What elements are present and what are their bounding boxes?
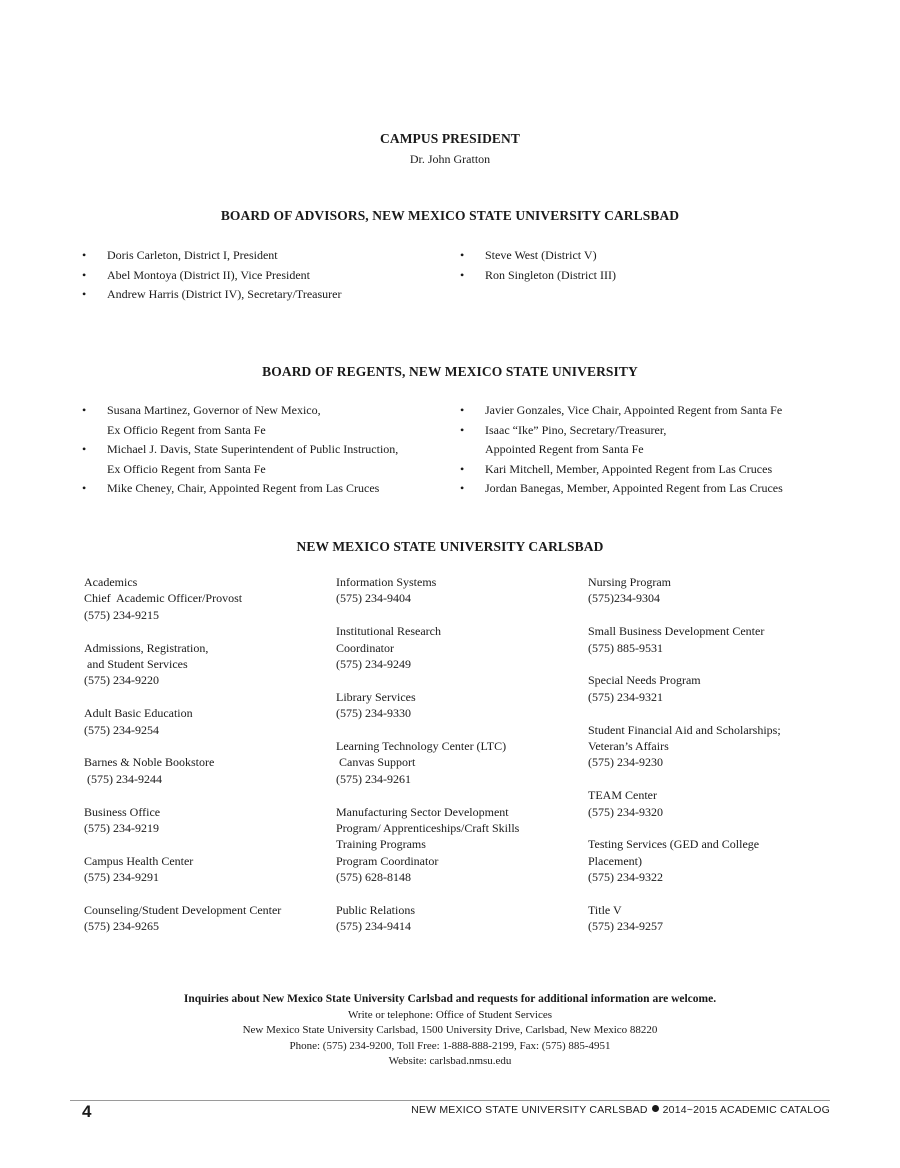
directory-entry-line: Institutional Research [336,624,441,639]
directory-entry-line: (575) 234-9291 [84,870,159,885]
directory-entry-line: Public Relations [336,903,415,918]
list-item [460,479,783,499]
directory-entry [588,574,781,607]
directory-entry-line: (575)234-9304 [588,591,660,606]
directory-entry-line: Student Financial Aid and Scholarships; [588,722,781,737]
board-of-advisors-heading: BOARD OF ADVISORS, NEW MEXICO STATE UNIVERSITY CARLSBAD [220,208,680,223]
directory-entry [336,902,519,935]
directory-entry-line: Testing Services (GED and College [588,837,760,852]
directory-entry-line: Manufacturing Sector Development [336,804,509,819]
list-item [82,440,398,479]
directory-entry-line: (575) 234-9414 [336,919,411,934]
directory-entry [84,902,281,935]
directory-entry-line: Chief Academic Officer/Provost [84,591,243,606]
directory-entry-line: (575) 234-9330 [336,706,411,721]
directory-entry-line: Title V [588,903,622,918]
directory-entry-line: Counseling/Student Development Center [84,903,282,918]
list-item-line: Ex Officio Regent from Santa Fe [107,422,266,437]
directory-entry-line: Admissions, Registration, [84,640,209,655]
footer-divider [70,1100,830,1101]
directory-entry-line: Business Office [84,804,161,819]
directory-column-2 [336,574,519,951]
list-item-line: • Susana Martinez, Governor of New Mexico, [107,403,321,417]
directory-entry-line: Veteran’s Affairs [588,739,669,754]
list-item: • Ron Singleton (District III) [460,266,616,286]
directory-entry [588,722,781,771]
directory-entry [588,836,781,885]
directory-column-1 [84,574,281,951]
directory-entry-line: (575) 234-9254 [84,722,159,737]
directory-entry [588,902,781,935]
footer-running-title [411,1104,830,1116]
list-item: • Steve West (District V) [460,246,616,266]
directory-entry-line: (575) 885-9531 [588,640,663,655]
directory-entry-line: Nursing Program [588,575,671,589]
directory-entry-line: Learning Technology Center (LTC) [336,739,507,754]
list-item: • Andrew Harris (District IV), Secretary/Treasurer [82,285,341,305]
directory-entry-line: (575) 234-9249 [336,657,411,672]
footer-institution: NEW MEXICO STATE UNIVERSITY CARLSBAD [411,1104,648,1116]
directory-entry-line: Academics [84,575,138,589]
directory-entry-line: Coordinator [336,640,394,655]
list-item-line: • Javier Gonzales, Vice Chair, Appointed Regent from Santa Fe [485,403,783,417]
list-item-line: Ex Officio Regent from Santa Fe [107,461,266,476]
directory-entry [336,574,519,607]
directory-entry [336,738,519,787]
directory-entry [336,689,519,722]
list-item-line: • Michael J. Davis, State Superintendent of Public Instruction, [107,442,399,456]
directory-column-3 [588,574,781,951]
directory-entry-line: (575) 234-9219 [84,821,159,836]
directory-entry [336,804,519,886]
directory-entry-line: Training Programs [336,837,426,852]
list-item [460,421,783,460]
directory-heading: NEW MEXICO STATE UNIVERSITY CARLSBAD [296,539,604,554]
directory-entry-line: Program/ Apprenticeships/Craft Skills [336,821,520,836]
regents-list-left [82,401,398,499]
board-of-regents-heading: BOARD OF REGENTS, NEW MEXICO STATE UNIVERSITY [262,364,638,379]
inquiries-phone: Phone: (575) 234-9200, Toll Free: 1-888-888-2199, Fax: (575) 885-4951 [289,1039,611,1052]
bullet-dot-icon [652,1105,659,1112]
directory-entry-line: (575) 234-9320 [588,804,663,819]
directory-entry-line: (575) 234-9220 [84,673,159,688]
directory-entry-line: Library Services [336,689,416,704]
list-item-line: • Isaac “Ike” Pino, Secretary/Treasurer, [485,422,667,437]
advisors-list-left [82,246,341,305]
directory-entry-line: Special Needs Program [588,673,701,688]
directory-entry-line: Canvas Support [336,755,416,770]
campus-president-heading: CAMPUS PRESIDENT [380,131,520,146]
directory-entry-line: Barnes & Noble Bookstore [84,755,215,770]
inquiries-block [0,992,900,1070]
list-item [460,460,783,480]
inquiries-website: Website: carlsbad.nmsu.edu [388,1055,512,1068]
directory-entry-line: (575) 234-9244 [84,771,162,786]
list-item-line: Appointed Regent from Santa Fe [485,442,644,456]
directory-entry-line: Program Coordinator [336,853,439,868]
campus-president-name: Dr. John Gratton [409,152,491,166]
directory-entry-line: (575) 628-8148 [336,870,411,885]
directory-entry [588,623,781,656]
regents-list-right [460,401,783,499]
advisors-list-right [460,246,616,285]
inquiries-lead: Inquiries about New Mexico State University Carlsbad and requests for additional information are welcome. [183,993,717,1005]
directory-entry [84,574,281,623]
list-item-line: • Kari Mitchell, Member, Appointed Regent from Las Cruces [485,461,773,476]
directory-entry-line: Small Business Development Center [588,624,765,639]
directory-entry [84,754,281,787]
list-item-line: • Jordan Banegas, Member, Appointed Regent from Las Cruces [485,481,783,495]
directory-entry [84,853,281,886]
list-item: • Abel Montoya (District II), Vice President [82,266,341,286]
directory-entry-line: (575) 234-9321 [588,689,663,704]
list-item-line: • Mike Cheney, Chair, Appointed Regent from Las Cruces [107,481,380,495]
footer-catalog: 2014~2015 ACADEMIC CATALOG [662,1104,830,1116]
list-item: • Doris Carleton, District I, President [82,246,341,266]
directory-entry [588,787,781,820]
directory-entry [84,705,281,738]
directory-entry-line: (575) 234-9257 [588,919,663,934]
directory-entry-line: (575) 234-9261 [336,771,411,786]
directory-entry-line: Information Systems [336,575,437,589]
list-item [82,401,398,440]
directory-entry-line: (575) 234-9322 [588,870,663,885]
list-item [460,401,783,421]
inquiries-write: Write or telephone: Office of Student Services [347,1008,552,1021]
directory-entry [336,623,519,672]
directory-entry-line: Adult Basic Education [84,706,193,721]
directory-entry [84,640,281,689]
list-item [82,479,398,499]
page-number: 4 [82,1102,92,1121]
directory-entry [84,804,281,837]
directory-entry-line: and Student Services [84,657,188,672]
directory-entry-line: (575) 234-9230 [588,755,663,770]
directory-entry-line: (575) 234-9265 [84,919,159,934]
inquiries-address: New Mexico State University Carlsbad, 1500 University Drive, Carlsbad, New Mexico 88220 [242,1024,658,1037]
directory-entry [588,672,781,705]
directory-entry-line: (575) 234-9404 [336,591,411,606]
directory-entry-line: Campus Health Center [84,853,194,868]
directory-entry-line: Placement) [588,853,642,868]
directory-entry-line: TEAM Center [588,788,657,803]
directory-entry-line: (575) 234-9215 [84,607,159,622]
